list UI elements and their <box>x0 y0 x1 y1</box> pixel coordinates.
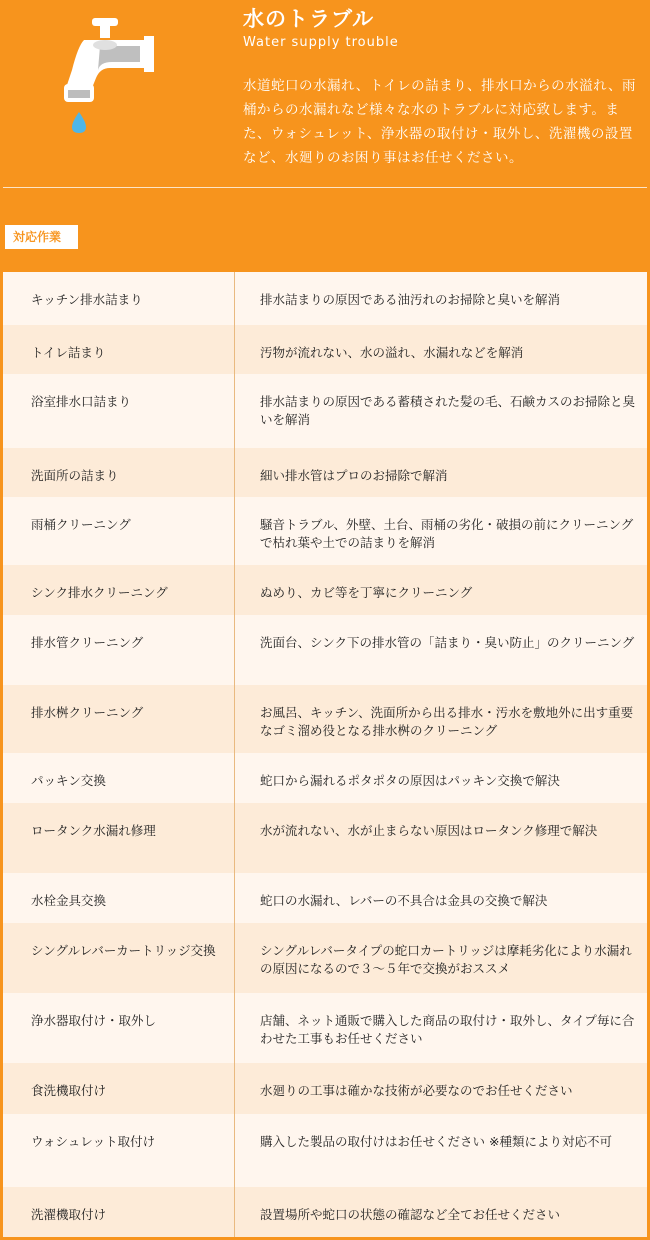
faucet-icon <box>44 12 164 140</box>
service-detail: 設置場所や蛇口の状態の確認など全てお任せください <box>260 1207 561 1222</box>
header-divider <box>3 187 647 188</box>
table-row <box>3 753 647 803</box>
page-subtitle: Water supply trouble <box>243 35 399 50</box>
service-detail: シングルレバータイプの蛇口カートリッジは摩耗劣化により水漏れの原因になるので３～５年で交換がおススメ <box>260 943 632 976</box>
service-detail: お風呂、キッチン、洗面所から出る排水・汚水を敷地外に出す重要なゴミ溜め役となる排水桝のクリーニング <box>260 705 634 738</box>
service-detail: 蛇口の水漏れ、レバーの不具合は金具の交換で解決 <box>260 893 548 908</box>
section-badge: 対応作業 <box>5 225 78 249</box>
service-detail: 汚物が流れない、水の溢れ、水漏れなどを解消 <box>260 345 524 360</box>
table-row <box>3 803 647 873</box>
page-title: 水のトラブル <box>243 7 375 31</box>
service-name: 洗濯機取付け <box>31 1207 107 1222</box>
service-name: パッキン交換 <box>31 773 106 788</box>
service-detail: 蛇口から漏れるポタポタの原因はパッキン交換で解決 <box>260 773 560 788</box>
column-divider <box>234 272 235 1237</box>
service-name: 浴室排水口詰まり <box>31 394 132 409</box>
service-name: ロータンク水漏れ修理 <box>31 823 156 838</box>
table-row <box>3 615 647 685</box>
table-row <box>3 272 647 325</box>
service-name: 水栓金具交換 <box>31 893 107 908</box>
service-detail: 排水詰まりの原因である油汚れのお掃除と臭いを解消 <box>260 292 561 307</box>
service-detail: 購入した製品の取付けはお任せください ※種類により対応不可 <box>260 1134 612 1149</box>
service-name: 浄水器取付け・取外し <box>31 1013 157 1028</box>
table-row <box>3 1187 647 1237</box>
table-row <box>3 923 647 993</box>
service-detail: 排水詰まりの原因である蓄積された髪の毛、石鹸カスのお掃除と臭いを解消 <box>260 394 636 427</box>
service-name: ウォシュレット取付け <box>31 1134 156 1149</box>
service-name: シングルレバーカートリッジ交換 <box>31 943 216 958</box>
service-detail: 騒音トラブル、外壁、土台、雨桶の劣化・破損の前にクリーニングで枯れ葉や土での詰まりを解消 <box>260 517 634 550</box>
service-detail: 洗面台、シンク下の排水管の「詰まり・臭い防止」のクリーニング <box>260 635 635 650</box>
water-drop-icon <box>72 112 86 133</box>
table-row <box>3 993 647 1063</box>
table-row <box>3 448 647 497</box>
service-name: 排水桝クリーニング <box>31 705 144 720</box>
page-description: 水道蛇口の水漏れ、トイレの詰まり、排水口からの水溢れ、雨桶からの水漏れなど様々な水のトラブルに対応致します。また、ウォシュレット、浄水器の取付け・取外し、洗濯機の設置など、水廻りのお困り事はお任せください。 <box>243 78 636 166</box>
services-table <box>3 272 647 1237</box>
service-detail: 水が流れない、水が止まらない原因はロータンク修理で解決 <box>260 823 598 838</box>
service-name: 雨桶クリーニング <box>31 517 131 532</box>
table-row <box>3 565 647 615</box>
hero-section <box>0 0 650 187</box>
service-detail: 店舗、ネット通販で購入した商品の取付け・取外し、タイプ毎に合わせた工事もお任せください <box>260 1013 635 1046</box>
service-name: シンク排水クリーニング <box>31 585 168 600</box>
service-name: キッチン排水詰まり <box>31 292 143 307</box>
service-detail: 細い排水管はプロのお掃除で解消 <box>260 468 448 483</box>
table-row <box>3 685 647 753</box>
service-name: 排水管クリーニング <box>31 635 144 650</box>
table-row <box>3 325 647 374</box>
table-row <box>3 1063 647 1114</box>
service-name: 食洗機取付け <box>31 1083 107 1098</box>
table-row <box>3 1114 647 1187</box>
service-name: 洗面所の詰まり <box>31 468 119 483</box>
service-detail: ぬめり、カビ等を丁寧にクリーニング <box>260 585 473 600</box>
table-row <box>3 873 647 923</box>
service-name: トイレ詰まり <box>31 345 106 360</box>
table-row <box>3 497 647 565</box>
service-detail: 水廻りの工事は確かな技術が必要なのでお任せください <box>260 1083 573 1098</box>
table-row <box>3 374 647 448</box>
